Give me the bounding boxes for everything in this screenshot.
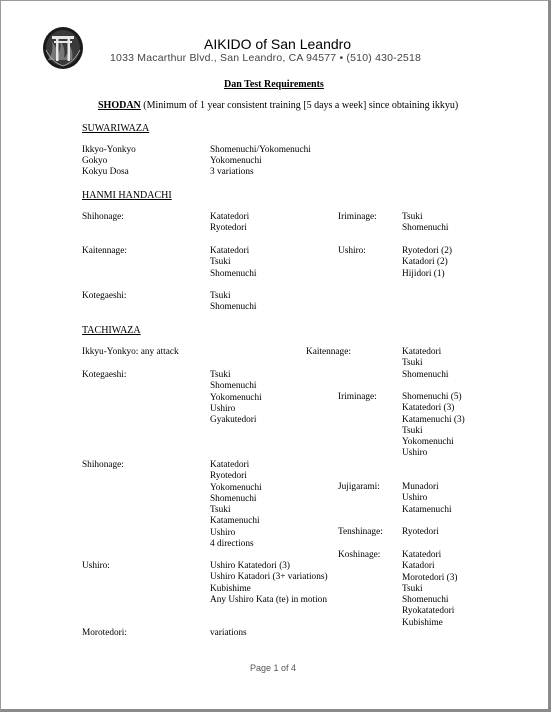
technique-label: Jujigarami:	[338, 482, 380, 492]
attack-item: Ushiro	[210, 403, 236, 414]
attack-item: Yokomenuchi	[402, 437, 454, 448]
technique-attacks: Yokomenuchi	[210, 156, 262, 166]
attack-item: Kubishime	[210, 583, 251, 594]
technique-label: Gokyo	[82, 156, 108, 166]
technique-label: Ushiro:	[338, 246, 366, 256]
technique-label: Kotegaeshi:	[82, 291, 127, 301]
technique-label: Shihonage:	[82, 212, 124, 222]
attack-item: variations	[210, 628, 247, 638]
attack-item: Ushiro	[210, 527, 236, 538]
technique-label: Ikkyo-Yonkyo	[82, 145, 136, 155]
attack-list	[210, 628, 247, 639]
attack-item: Morotedori (3)	[402, 572, 458, 583]
attack-list	[210, 246, 256, 280]
rank-note: (Minimum of 1 year consistent training [5 days a week] since obtaining ikkyu)	[143, 100, 459, 111]
attack-item: Ryotedori	[210, 223, 247, 234]
page-number: Page 1 of 4	[250, 663, 297, 673]
attack-list	[402, 527, 439, 538]
attack-item: Shomenuchi	[210, 381, 257, 392]
section-heading-suwariwaza: SUWARIWAZA	[82, 123, 150, 134]
attack-item: Shomenuchi (5)	[402, 392, 462, 402]
technique-label: Ushiro:	[82, 561, 110, 571]
attack-list	[210, 460, 262, 550]
rank-name: SHODAN	[98, 100, 141, 111]
attack-list	[402, 550, 458, 629]
attack-item: Ushiro	[402, 493, 428, 504]
section-heading-tachiwaza: TACHIWAZA	[82, 325, 141, 336]
attack-item: Katatedori	[402, 347, 442, 357]
attack-item: Katadori	[402, 561, 435, 572]
technique-label: Iriminage:	[338, 212, 377, 222]
attack-item: Gyakutedori	[210, 415, 257, 426]
attack-list	[402, 392, 465, 460]
attack-item: Any Ushiro Kata (te) in motion	[210, 594, 327, 605]
attack-item: Shomenuchi	[402, 223, 449, 234]
technique-label: Tenshinage:	[338, 527, 383, 537]
attack-item: Ushiro Katatedori (3)	[210, 561, 291, 571]
dojo-logo-icon	[42, 26, 84, 70]
technique-label: Ikkyu-Yonkyo: any attack	[82, 347, 179, 357]
technique-label: Koshinage:	[338, 550, 381, 560]
attack-item: Katamenuchi	[402, 504, 452, 515]
attack-item: Ryotedori (2)	[402, 246, 452, 256]
attack-item: Shomenuchi	[210, 493, 257, 504]
technique-label: Iriminage:	[338, 392, 377, 402]
attack-item: Shomenuchi	[210, 268, 257, 279]
document-title: Dan Test Requirements	[224, 79, 324, 90]
attack-item: Kubishime	[402, 617, 443, 628]
attack-item: Tsuki	[402, 583, 423, 594]
technique-attacks: 3 variations	[210, 167, 254, 177]
attack-item: Katatedori	[210, 212, 250, 222]
technique-label: Kokyu Dosa	[82, 167, 129, 177]
attack-item: Shomenuchi	[402, 369, 449, 380]
attack-item: Tsuki	[210, 370, 231, 380]
attack-item: Yokomenuchi	[210, 392, 262, 403]
page-title: AIKIDO of San Leandro	[204, 36, 352, 52]
attack-item: Tsuki	[402, 425, 423, 436]
attack-item: Ushiro	[402, 448, 428, 459]
attack-item: Katamenuchi (3)	[402, 414, 465, 425]
attack-item: Ryokatatedori	[402, 606, 455, 617]
section-heading-hanmi-handachi: HANMI HANDACHI	[82, 190, 172, 201]
technique-label: Kaitennage:	[306, 347, 351, 357]
technique-attacks: Shomenuchi/Yokomenuchi	[210, 145, 311, 155]
rank-intro	[98, 100, 458, 111]
attack-item: Tsuki	[210, 257, 231, 268]
attack-item: Munadori	[402, 482, 439, 492]
attack-list	[210, 561, 328, 606]
attack-item: Tsuki	[402, 358, 423, 369]
technique-label: Shihonage:	[82, 460, 124, 470]
attack-list	[402, 246, 452, 280]
attack-item: Katatedori	[210, 246, 250, 256]
attack-list	[402, 212, 448, 235]
attack-item: Shomenuchi	[210, 302, 257, 313]
attack-item: Katatedori (3)	[402, 403, 455, 414]
attack-item: Hijidori (1)	[402, 268, 445, 279]
attack-list	[210, 370, 262, 426]
attack-item: Katatedori	[402, 550, 442, 560]
attack-item: Tsuki	[210, 505, 231, 516]
attack-item: Katadori (2)	[402, 257, 448, 268]
attack-list	[402, 347, 448, 381]
attack-item: Tsuki	[210, 291, 231, 301]
technique-label: Kotegaeshi:	[82, 370, 127, 380]
attack-item: Katamenuchi	[210, 516, 260, 527]
attack-item: 4 directions	[210, 539, 254, 550]
attack-list	[210, 212, 249, 235]
technique-label: Morotedori:	[82, 628, 127, 638]
attack-list	[402, 482, 452, 516]
dojo-address: 1033 Macarthur Blvd., San Leandro, CA 94577 • (510) 430-2518	[110, 52, 422, 64]
attack-item: Ryotedori	[402, 527, 439, 537]
attack-item: Ryotedori	[210, 471, 247, 482]
technique-label: Kaitennage:	[82, 246, 127, 256]
attack-list	[210, 291, 256, 314]
attack-item: Tsuki	[402, 212, 423, 222]
attack-item: Yokomenuchi	[210, 482, 262, 493]
attack-item: Shomenuchi	[402, 595, 449, 606]
attack-item: Ushiro Katadori (3+ variations)	[210, 572, 328, 583]
attack-item: Katatedori	[210, 460, 250, 470]
